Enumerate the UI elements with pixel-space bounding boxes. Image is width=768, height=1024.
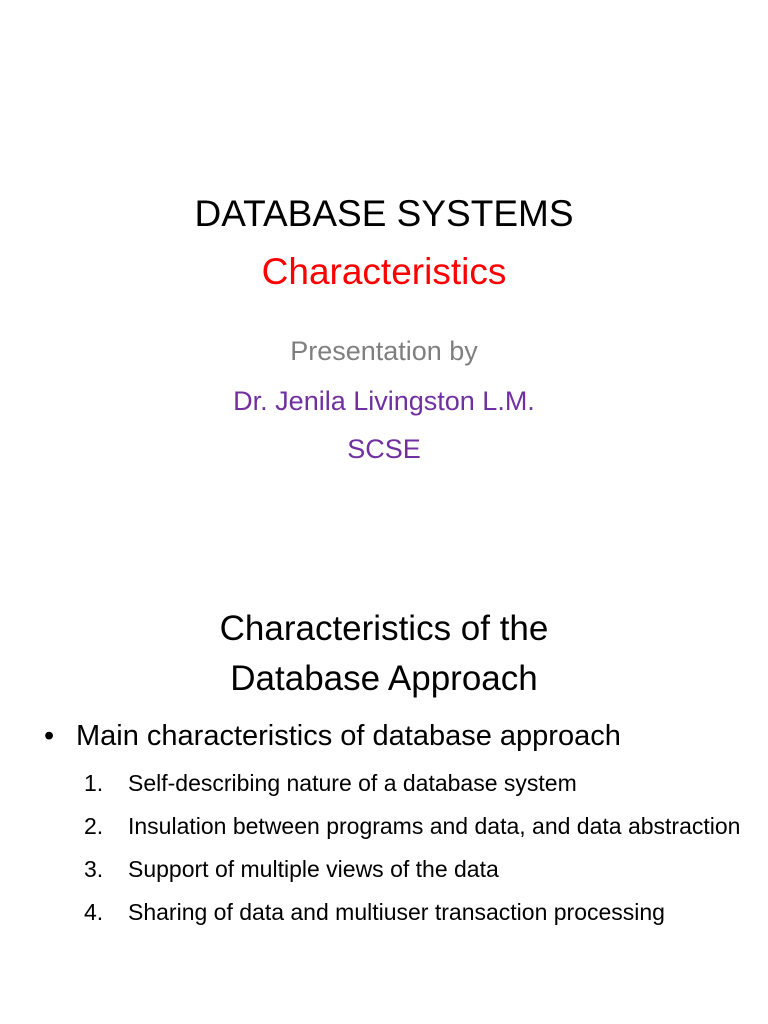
- content-slide: [0, 576, 768, 1024]
- list-item: [84, 766, 744, 801]
- content-slide-title: [0, 604, 768, 704]
- slide-subtitle: Characteristics: [261, 251, 507, 292]
- list-item-number: 2.: [84, 813, 104, 839]
- department-name: SCSE: [347, 434, 421, 464]
- list-item-number: 4.: [84, 899, 104, 925]
- bullet-marker: •: [44, 720, 55, 752]
- list-item: [84, 852, 744, 887]
- list-item-text: Self-describing nature of a database system: [128, 770, 577, 796]
- list-item-number: 3.: [84, 856, 104, 882]
- list-item: [84, 809, 744, 844]
- content-slide-title-line-2: Database Approach: [230, 659, 538, 698]
- main-bullet: [44, 718, 621, 754]
- list-item: [84, 895, 744, 930]
- list-item-text: Sharing of data and multiuser transaction processing: [128, 899, 665, 925]
- characteristics-list: [84, 766, 744, 938]
- slide-title: DATABASE SYSTEMS: [194, 193, 574, 234]
- list-item-text: Insulation between programs and data, and data abstraction: [128, 813, 741, 839]
- content-slide-title-line-1: Characteristics of the: [219, 609, 549, 648]
- author-name: Dr. Jenila Livingston L.M.: [233, 386, 535, 416]
- list-item-text: Support of multiple views of the data: [128, 856, 499, 882]
- presented-by-label: Presentation by: [290, 336, 478, 366]
- main-bullet-text: Main characteristics of database approach: [76, 720, 621, 752]
- list-item-number: 1.: [84, 770, 104, 796]
